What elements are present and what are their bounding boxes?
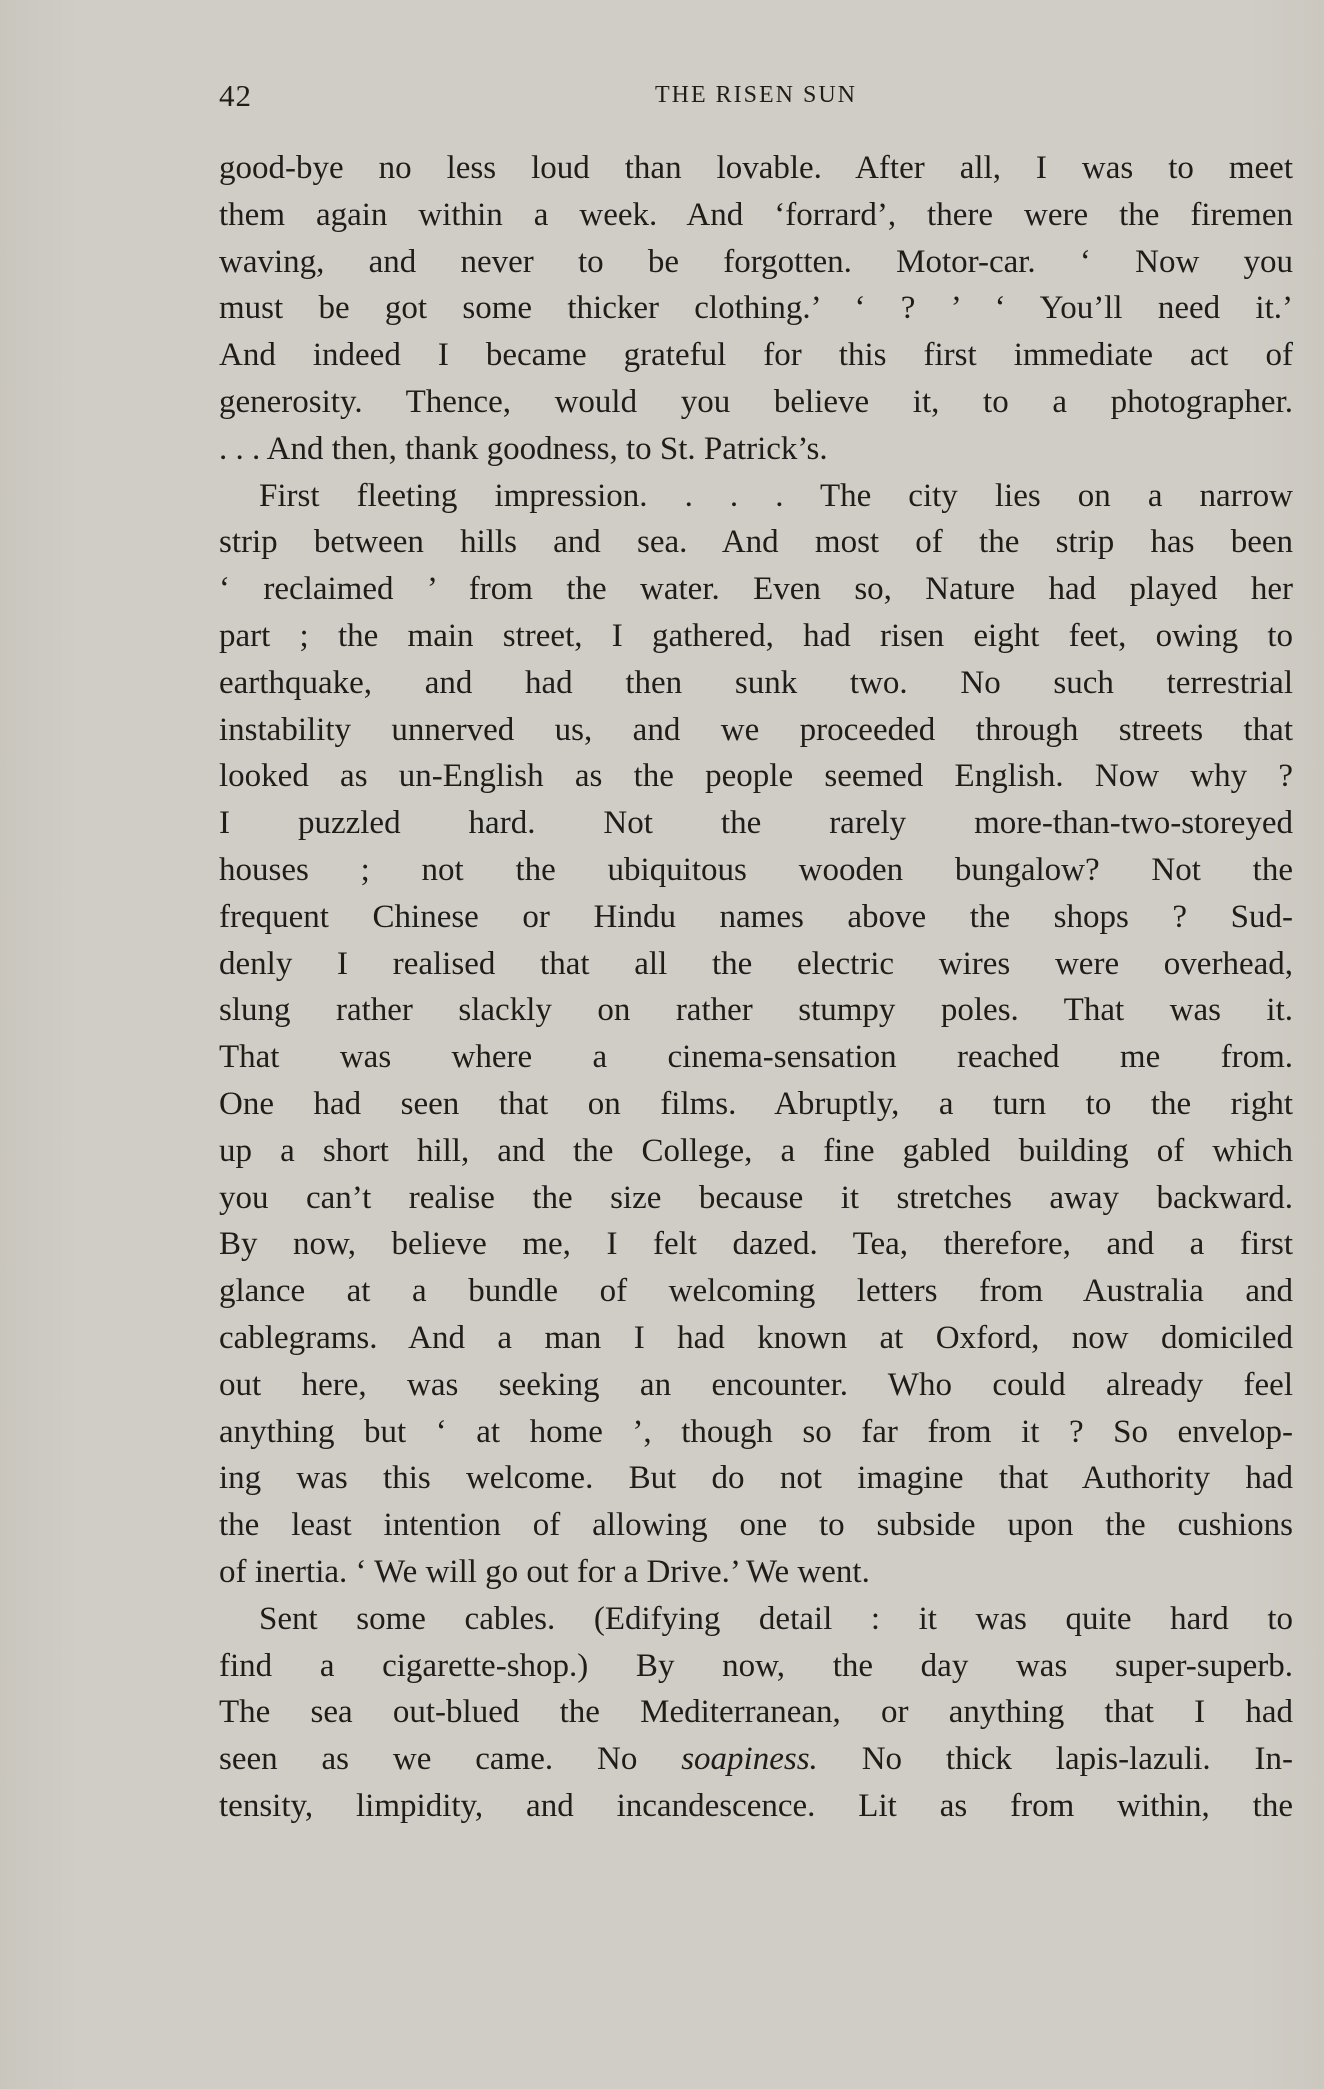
page-header [219, 78, 1293, 118]
text-line: them again within a week. And ‘forrard’, there were the firemen [219, 196, 1293, 233]
body-text [219, 145, 1293, 1830]
text-line: good-bye no less loud than lovable. After all, I was to meet [219, 150, 1293, 186]
page-number: 42 [219, 78, 252, 113]
text-line: generosity. Thence, would you believe it, to a photographer. [219, 383, 1293, 420]
text-line: tensity, limpidity, and incandescence. Lit as from within, the [219, 1787, 1293, 1824]
text-fragment: seen as we came. No [219, 1741, 682, 1778]
text-line: slung rather slackly on rather stumpy poles. That was it. [219, 992, 1293, 1029]
text-line: I puzzled hard. Not the rarely more-than-two-storeyed [219, 805, 1293, 842]
text-line: houses ; not the ubiquitous wooden bungalow? Not the [219, 851, 1293, 888]
running-title: THE RISEN SUN [654, 82, 857, 108]
text-line: out here, was seeking an encounter. Who could already feel [219, 1366, 1293, 1403]
text-line: looked as un-English as the people seemed English. Now why ? [219, 758, 1293, 795]
text-line: part ; the main street, I gathered, had risen eight feet, owing to [219, 617, 1293, 654]
text-line: earthquake, and had then sunk two. No such terrestrial [219, 664, 1293, 701]
text-line-with-italic [219, 1736, 1293, 1783]
text-fragment: No thick lapis-lazuli. In- [817, 1741, 1293, 1778]
text-line: ing was this welcome. But do not imagine that Authority had [219, 1460, 1293, 1497]
text-line: strip between hills and sea. And most of the strip has been [219, 524, 1293, 561]
text-line: The sea out-blued the Mediterranean, or anything that I had [219, 1694, 1293, 1731]
text-line: waving, and never to be forgotten. Motor-car. ‘ Now you [219, 243, 1293, 280]
text-line: cablegrams. And a man I had known at Oxford, now domiciled [219, 1319, 1293, 1356]
italic-word: soapiness. [681, 1741, 818, 1778]
text-line: By now, believe me, I felt dazed. Tea, therefore, and a first [219, 1226, 1293, 1263]
text-line: glance at a bundle of welcoming letters from Australia and [219, 1273, 1293, 1310]
text-line: denly I realised that all the electric wires were overhead, [219, 945, 1293, 982]
paragraph-start-line: First fleeting impression. . . . The city lies on a narrow [259, 477, 1293, 514]
text-line: instability unnerved us, and we proceeded through streets that [219, 711, 1293, 748]
text-line: up a short hill, and the College, a fine gabled building of which [219, 1132, 1293, 1169]
text-line: And indeed I became grateful for this first immediate act of [219, 337, 1293, 374]
text-line: frequent Chinese or Hindu names above the shops ? Sud- [219, 898, 1293, 935]
text-line: the least intention of allowing one to subside upon the cushions [219, 1507, 1293, 1544]
text-line: That was where a cinema-sensation reached me from. [219, 1039, 1293, 1076]
text-line: One had seen that on films. Abruptly, a turn to the right [219, 1085, 1293, 1122]
paragraph-start-line: Sent some cables. (Edifying detail : it was quite hard to [259, 1600, 1293, 1637]
text-line: you can’t realise the size because it stretches away backward. [219, 1179, 1293, 1216]
text-line: of inertia. ‘ We will go out for a Drive.’ We went. [219, 1553, 870, 1590]
text-line: . . . And then, thank goodness, to St. Patrick’s. [219, 430, 828, 467]
text-line: must be got some thicker clothing.’ ‘ ? ’ ‘ You’ll need it.’ [219, 290, 1293, 327]
text-line: ‘ reclaimed ’ from the water. Even so, Nature had played her [219, 571, 1293, 608]
text-line: anything but ‘ at home ’, though so far from it ? So envelop- [219, 1413, 1293, 1450]
text-line: find a cigarette-shop.) By now, the day was super-superb. [219, 1647, 1293, 1684]
